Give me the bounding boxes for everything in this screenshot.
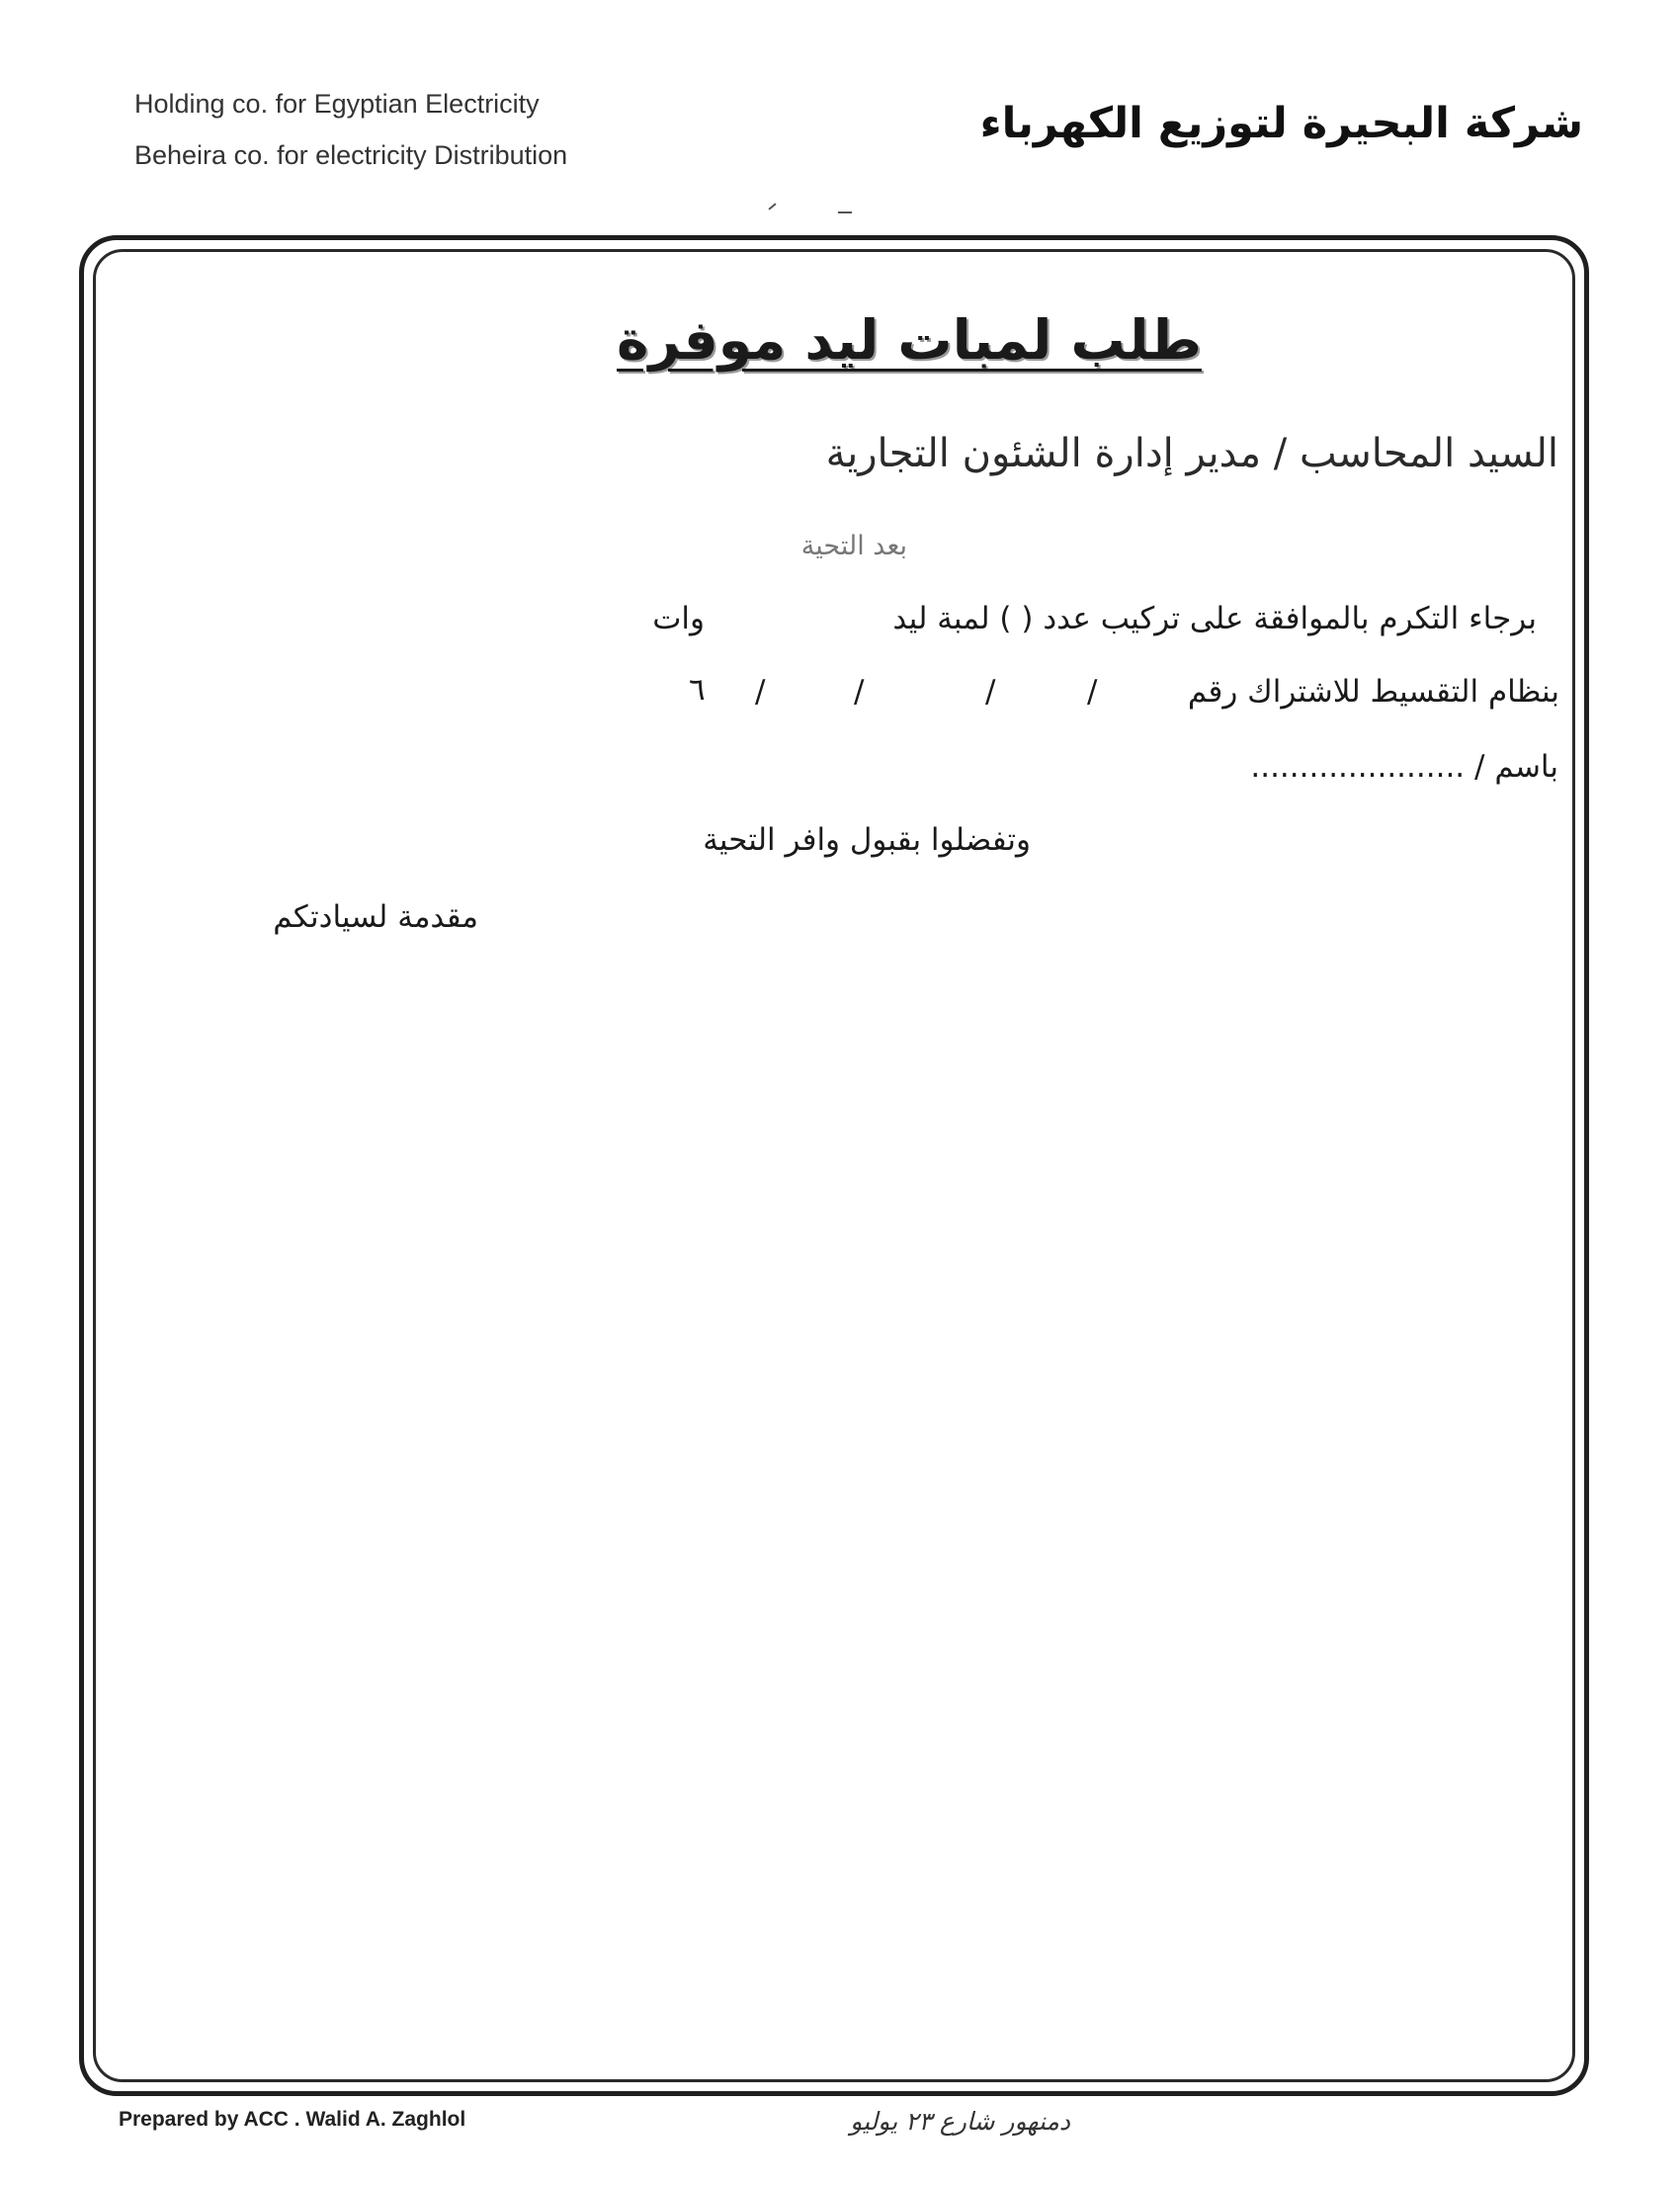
subscription-separator: / bbox=[854, 674, 865, 710]
closing-line: وتفضلوا بقبول وافر التحية bbox=[703, 822, 1031, 858]
form-title-text: طلب لمبات ليد موفرة bbox=[617, 308, 1202, 372]
addressee-line: السيد المحاسب / مدير إدارة الشئون التجارية bbox=[825, 431, 1558, 476]
footer-prepared-by: Prepared by ACC . Walid A. Zaghlol bbox=[119, 2108, 466, 2131]
form-title bbox=[0, 308, 1680, 372]
header-english-holding: Holding co. for Egyptian Electricity bbox=[134, 89, 540, 119]
header-english-company: Beheira co. for electricity Distribution bbox=[134, 140, 568, 170]
subscription-separator: / bbox=[985, 674, 996, 710]
subscription-digit: ٦ bbox=[689, 672, 706, 708]
form-border-inner bbox=[93, 249, 1575, 2082]
subscription-separator: / bbox=[755, 674, 766, 710]
request-wattage-unit: وات bbox=[652, 601, 705, 636]
scan-mark bbox=[838, 211, 852, 213]
submitted-by-line: مقدمة لسيادتكم bbox=[273, 899, 478, 935]
greeting-line: بعد التحية bbox=[800, 531, 907, 561]
header-arabic-company: شركة البحيرة لتوزيع الكهرباء bbox=[979, 99, 1583, 148]
name-field-line: باسم / ...................... bbox=[1250, 749, 1558, 785]
subscription-line: بنظام التقسيط للاشتراك رقم bbox=[1187, 674, 1559, 710]
request-line: برجاء التكرم بالموافقة على تركيب عدد ( ) لمبة ليد bbox=[892, 601, 1537, 636]
footer-address: دمنهور شارع ٢٣ يوليو bbox=[850, 2107, 1070, 2136]
scan-mark bbox=[768, 203, 776, 210]
subscription-separator: / bbox=[1087, 674, 1098, 710]
